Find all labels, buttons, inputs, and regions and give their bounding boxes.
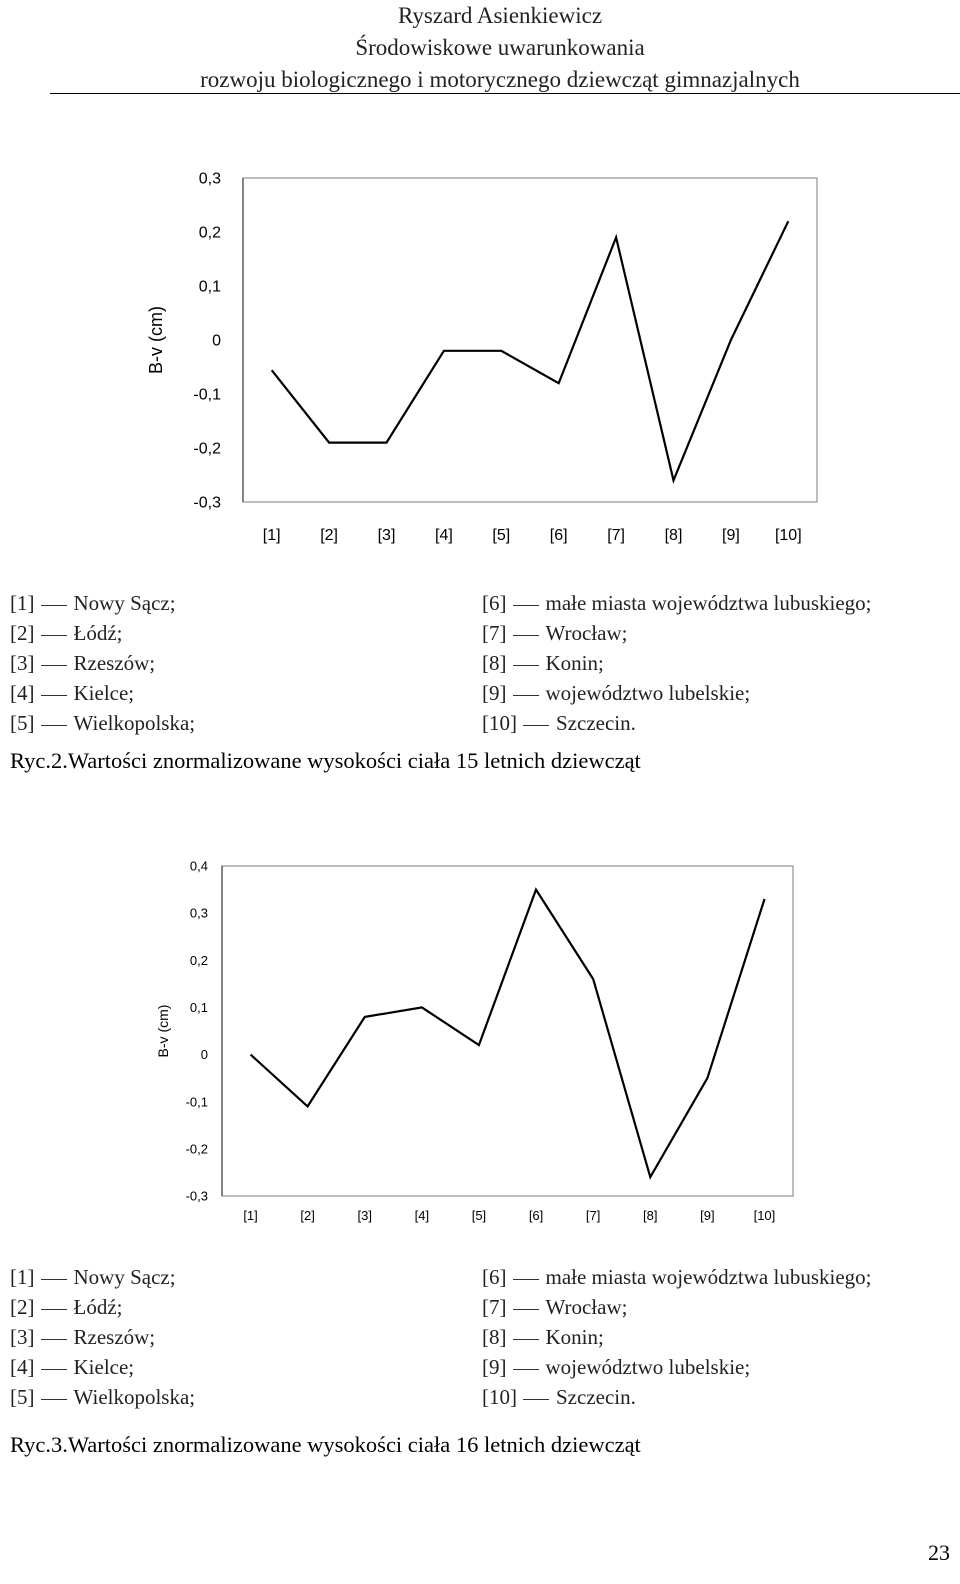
data-point <box>477 1043 481 1047</box>
data-point <box>442 349 446 353</box>
series-line <box>272 221 789 480</box>
x-tick-label: [3] <box>377 527 396 544</box>
y-tick-label: 0,4 <box>189 858 208 874</box>
x-tick-label: [9] <box>700 1208 715 1223</box>
running-header <box>50 0 950 96</box>
y-tick-label: 0,3 <box>198 170 221 188</box>
data-point <box>557 381 561 385</box>
data-point <box>648 1175 652 1179</box>
header-author: Ryszard Asienkiewicz <box>397 3 603 28</box>
legend-item: [6] małe miasta województwa lubuskiego; <box>482 591 872 615</box>
legend-item: [5] Wielkopolska; <box>10 711 196 735</box>
y-tick-label: 0,1 <box>189 999 208 1015</box>
legend-item: [9] województwo lubelskie; <box>482 1355 751 1379</box>
header-title-line1: Środowiskowe uwarunkowania <box>355 35 645 60</box>
legend-item: [3] Rzeszów; <box>10 1325 156 1349</box>
y-tick-label: 0,2 <box>189 952 208 968</box>
legend-item: [1] Nowy Sącz; <box>10 1265 176 1289</box>
y-tick-label: -0,1 <box>185 1094 208 1110</box>
figure-3-caption-text: Wartości znormalizowane wysokości ciała 16 letnich dziewcząt <box>67 1432 641 1457</box>
legend-item: [1] Nowy Sącz; <box>10 591 176 615</box>
data-point <box>306 1104 310 1108</box>
legend-item: [2] Łódź; <box>10 621 123 645</box>
y-tick-label: -0,3 <box>193 494 221 512</box>
legend-item: [5] Wielkopolska; <box>10 1385 196 1409</box>
y-tick-label: -0,1 <box>193 386 221 404</box>
x-tick-label: [1] <box>262 527 281 544</box>
data-point <box>249 1053 253 1057</box>
figure-3-legend <box>10 1262 950 1412</box>
legend-item: [6] małe miasta województwa lubuskiego; <box>482 1265 872 1289</box>
legend-item: [7] Wrocław; <box>482 621 628 645</box>
legend-right-column <box>482 588 872 738</box>
data-point <box>705 1076 709 1080</box>
data-point <box>270 368 274 372</box>
data-point <box>327 441 331 445</box>
legend-item: [8] Konin; <box>482 651 604 675</box>
data-point <box>534 888 538 892</box>
legend-item: [7] Wrocław; <box>482 1295 628 1319</box>
figure-2-chart <box>0 150 960 550</box>
data-point <box>672 478 676 482</box>
x-tick-label: [7] <box>585 1208 601 1223</box>
figure-3-caption <box>10 1432 641 1458</box>
header-rule <box>50 93 960 94</box>
plot-frame <box>222 866 793 1196</box>
figure-3-plot <box>0 850 960 1250</box>
figure-2-label: Ryc.2. <box>10 748 68 773</box>
y-tick-label: -0,2 <box>193 440 221 458</box>
y-tick-label: 0,1 <box>198 278 221 296</box>
y-tick-label: 0,3 <box>189 905 208 921</box>
x-tick-label: [9] <box>722 527 740 544</box>
y-tick-label: -0,3 <box>185 1188 208 1204</box>
data-point <box>385 441 389 445</box>
figure-3-label: Ryc.3. <box>10 1432 68 1457</box>
legend-item: [10] Szczecin. <box>482 711 636 735</box>
legend-item: [3] Rzeszów; <box>10 651 156 675</box>
data-point <box>762 897 766 901</box>
legend-item: [4] Kielce; <box>10 1355 135 1379</box>
x-tick-label: [10] <box>774 527 802 544</box>
figure-3-chart <box>0 850 960 1250</box>
data-point <box>786 219 790 223</box>
x-tick-label: [6] <box>528 1208 544 1223</box>
legend-right-column <box>482 1262 872 1412</box>
y-tick-label: 0,2 <box>198 224 221 242</box>
legend-item: [9] województwo lubelskie; <box>482 681 751 705</box>
x-tick-label: [7] <box>607 527 625 544</box>
figure-2-legend <box>10 588 950 738</box>
legend-left-column <box>10 1262 195 1412</box>
x-tick-label: [2] <box>320 527 338 544</box>
x-tick-label: [8] <box>643 1208 658 1223</box>
data-point <box>591 977 595 981</box>
data-point <box>614 235 618 239</box>
figure-2-caption <box>10 748 641 774</box>
data-point <box>363 1015 367 1019</box>
legend-item: [10] Szczecin. <box>482 1385 636 1409</box>
legend-item: [4] Kielce; <box>10 681 135 705</box>
x-tick-label: [10] <box>753 1208 776 1223</box>
x-tick-label: [6] <box>549 527 568 544</box>
x-tick-label: [3] <box>357 1208 372 1223</box>
x-tick-label: [1] <box>243 1208 258 1223</box>
data-point <box>420 1005 424 1009</box>
legend-item: [8] Konin; <box>482 1325 604 1349</box>
x-tick-label: [4] <box>435 527 453 544</box>
data-point <box>729 338 733 342</box>
y-axis-label: B-v (cm) <box>155 1004 171 1058</box>
header-title-line2: rozwoju biologicznego i motorycznego dziewcząt gimnazjalnych <box>200 67 800 92</box>
legend-item: [2] Łódź; <box>10 1295 123 1319</box>
y-tick-label: 0 <box>200 1047 208 1063</box>
x-tick-label: [2] <box>300 1208 315 1223</box>
x-tick-label: [5] <box>471 1208 487 1223</box>
figure-2-caption-text: Wartości znormalizowane wysokości ciała 15 letnich dziewcząt <box>67 748 641 773</box>
y-tick-label: 0 <box>212 332 221 350</box>
figure-2-plot <box>0 150 960 550</box>
x-tick-label: [5] <box>492 527 511 544</box>
page-number: 23 <box>928 1540 950 1565</box>
x-tick-label: [4] <box>414 1208 430 1223</box>
y-tick-label: -0,2 <box>185 1141 208 1157</box>
legend-left-column <box>10 588 195 738</box>
x-tick-label: [8] <box>664 527 683 544</box>
data-point <box>499 349 503 353</box>
y-axis-label: B-v (cm) <box>146 306 166 374</box>
series-line <box>251 890 765 1178</box>
